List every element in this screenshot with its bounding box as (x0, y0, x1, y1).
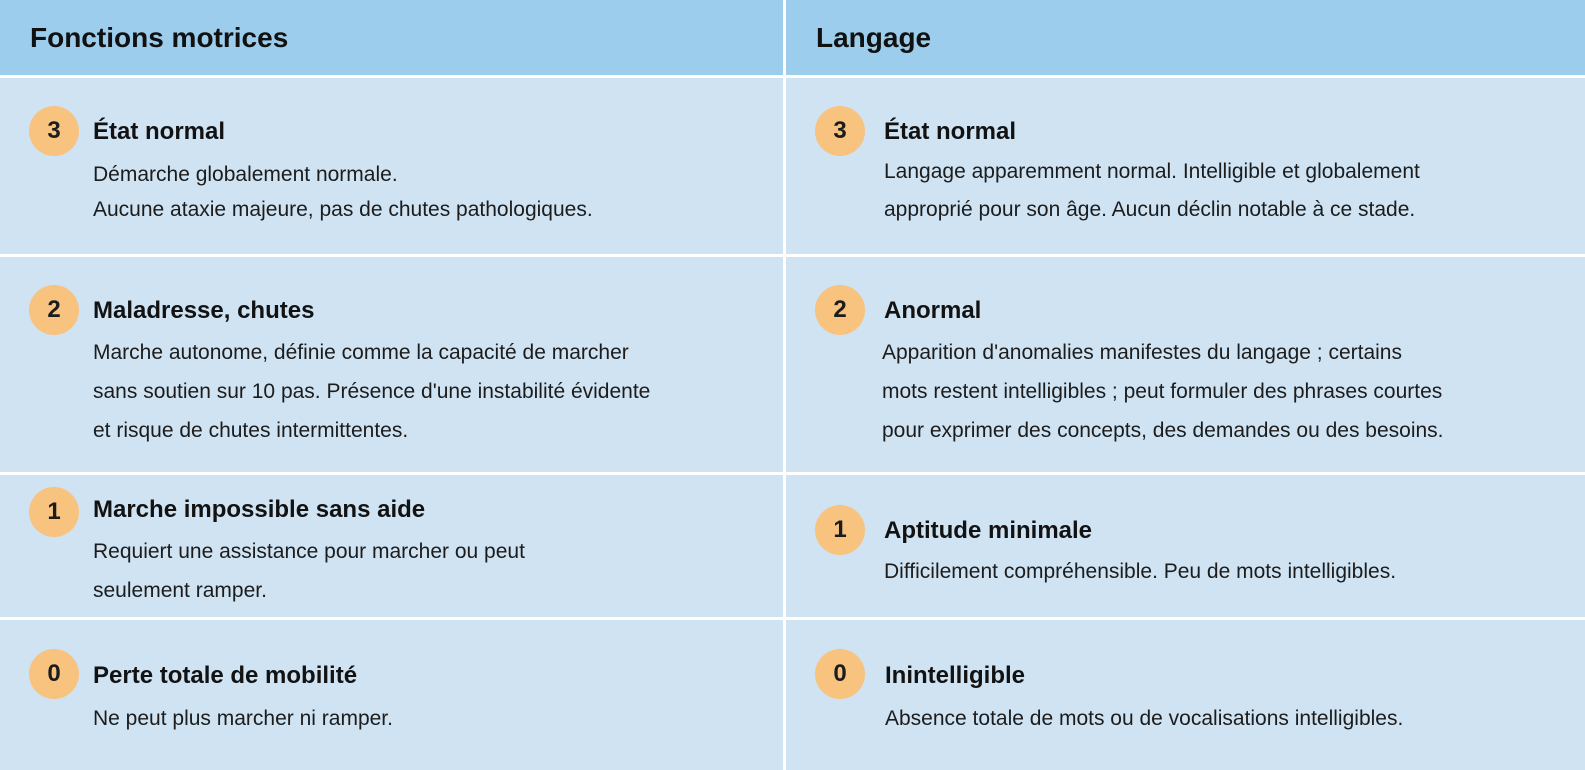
level-description-line: Ne peut plus marcher ni ramper. (93, 707, 393, 730)
level-title: État normal (884, 118, 1017, 145)
level-title: Inintelligible (885, 662, 1026, 689)
level-description-line: sans soutien sur 10 pas. Présence d'une instabilité évidente (93, 380, 651, 403)
level-description-line: Difficilement compréhensible. Peu de mots intelligibles. (884, 560, 1397, 583)
level-description-line: Aucune ataxie majeure, pas de chutes pathologiques. (93, 198, 593, 221)
level-description-line: mots restent intelligibles ; peut formuler des phrases courtes (882, 380, 1443, 403)
header-cell-motor (0, 0, 783, 75)
score-badge: 3 (815, 106, 865, 156)
level-title: Marche impossible sans aide (93, 496, 426, 523)
motor-level-1-cell (0, 475, 783, 617)
level-description-line: Absence totale de mots ou de vocalisations intelligibles. (885, 707, 1404, 730)
level-description-line: et risque de chutes intermittentes. (93, 419, 409, 442)
level-description-line: Démarche globalement normale. (93, 163, 398, 186)
level-description-line: seulement ramper. (93, 579, 267, 602)
language-level-2-cell (786, 257, 1585, 472)
score-badge: 2 (29, 285, 79, 335)
level-title: Perte totale de mobilité (93, 662, 358, 689)
level-title: Maladresse, chutes (93, 297, 315, 324)
level-description-line: Requiert une assistance pour marcher ou peut (93, 540, 525, 563)
score-badge: 0 (815, 649, 865, 699)
language-level-1-cell (786, 475, 1585, 617)
level-title: Anormal (884, 297, 982, 324)
level-description-line: Marche autonome, définie comme la capacité de marcher (93, 341, 629, 364)
motor-level-0-cell (0, 620, 783, 770)
score-badge: 1 (29, 487, 79, 537)
score-badge: 3 (29, 106, 79, 156)
level-description-line: approprié pour son âge. Aucun déclin notable à ce stade. (884, 198, 1416, 221)
motor-level-2-cell (0, 257, 783, 472)
column-header-language: Langage (816, 22, 932, 53)
level-title: Aptitude minimale (884, 517, 1093, 544)
motor-level-3-cell (0, 78, 783, 254)
language-level-0-cell (786, 620, 1585, 770)
header-cell-language (786, 0, 1585, 75)
level-description-line: Apparition d'anomalies manifestes du langage ; certains (882, 341, 1402, 364)
column-header-motor: Fonctions motrices (30, 22, 289, 53)
level-title: État normal (93, 118, 226, 145)
score-badge: 0 (29, 649, 79, 699)
score-badge: 2 (815, 285, 865, 335)
level-description-line: pour exprimer des concepts, des demandes ou des besoins. (882, 419, 1444, 442)
level-description-line: Langage apparemment normal. Intelligible et globalement (884, 160, 1420, 183)
language-level-3-cell (786, 78, 1585, 254)
score-badge: 1 (815, 505, 865, 555)
